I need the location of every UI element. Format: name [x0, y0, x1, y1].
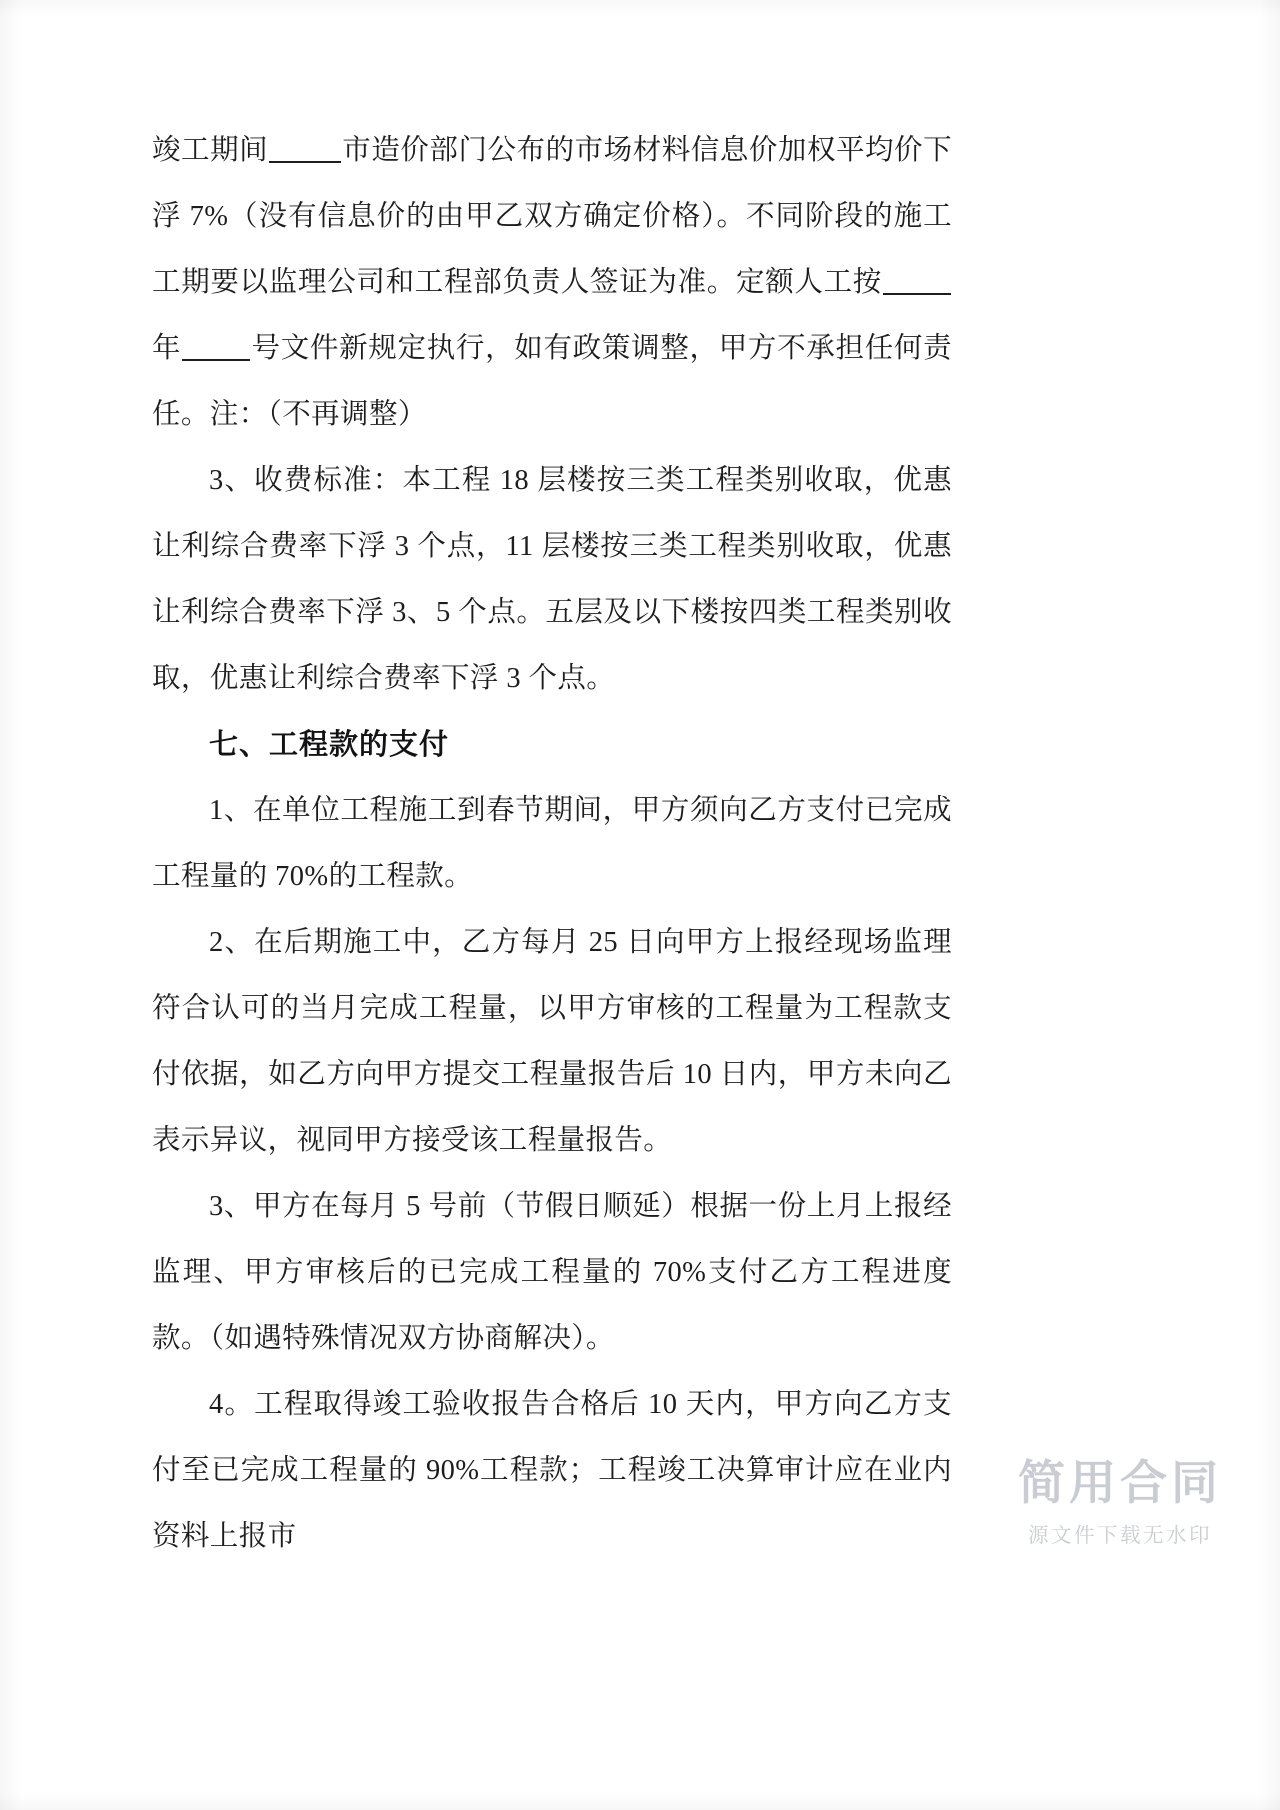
- watermark-brand-text: 简用合同: [1018, 1456, 1222, 1512]
- page-edge-shading-bottom: [0, 1794, 1280, 1810]
- paragraph-item-3-fee-standard: 3、收费标准：本工程 18 层楼按三类工程类别收取，优惠让利综合费率下浮 3 个点，11 层楼按三类工程类别收取，优惠让利综合费率下浮 3、5 个点。五层及以下楼按四类工程类别收取，优惠让利综合费率下浮 3 个点。: [152, 465, 952, 694]
- paragraph-payment-item-2: 2、在后期施工中，乙方每月 25 日向甲方上报经现场监理符合认可的当月完成工程量，以甲方审核的工程量为工程款支付依据，如乙方向甲方提交工程量报告后 10 日内，甲方未向乙表示异议，视同甲方接受该工程量报告。: [152, 927, 952, 1156]
- paragraph-payment-item-3: 3、甲方在每月 5 号前（节假日顺延）根据一份上月上报经监理、甲方审核后的已完成工程量的 70%支付乙方工程进度款。（如遇特殊情况双方协商解决）。: [152, 1191, 952, 1354]
- page-edge-shading-left: [0, 0, 22, 1810]
- fill-in-blank-city[interactable]: [269, 161, 341, 163]
- document-text-body: [152, 118, 952, 1570]
- paragraph-continuation-mid-text: 年: [152, 333, 182, 364]
- paragraph-continuation-tail-text: 号文件新规定执行，如有政策调整，甲方不承担任何责任。注：（不再调整）: [152, 333, 952, 430]
- page-edge-shading-top: [0, 0, 1280, 16]
- paragraph-payment-item-4: 4。工程取得竣工验收报告合格后 10 天内，甲方向乙方支付至已完成工程量的 90%工程款；工程竣工决算审计应在业内资料上报市: [152, 1389, 952, 1552]
- paragraph-continuation-before-blank: 竣工期间: [152, 135, 269, 166]
- paragraph-continuation-after-blank: 市造价部门公布的市场材料信息价加权平均价下浮 7%（没有信息价的由甲乙双方确定价格）。不同阶段的施工工期要以监理公司和工程部负责人签证为准。定额人工按: [152, 135, 953, 298]
- fill-in-blank-document-number[interactable]: [182, 359, 250, 361]
- paragraph-continuation: [152, 118, 952, 448]
- watermark-subtitle-text: 源文件下载无水印: [1028, 1523, 1212, 1547]
- fill-in-blank-year[interactable]: [883, 293, 951, 295]
- page-edge-shading-right: [1258, 0, 1280, 1810]
- section-heading-7: 七、工程款的支付: [209, 729, 450, 761]
- watermark: [1018, 1458, 1222, 1548]
- paragraph-payment-item-1: 1、在单位工程施工到春节期间，甲方须向乙方支付已完成工程量的 70%的工程款。: [152, 795, 952, 892]
